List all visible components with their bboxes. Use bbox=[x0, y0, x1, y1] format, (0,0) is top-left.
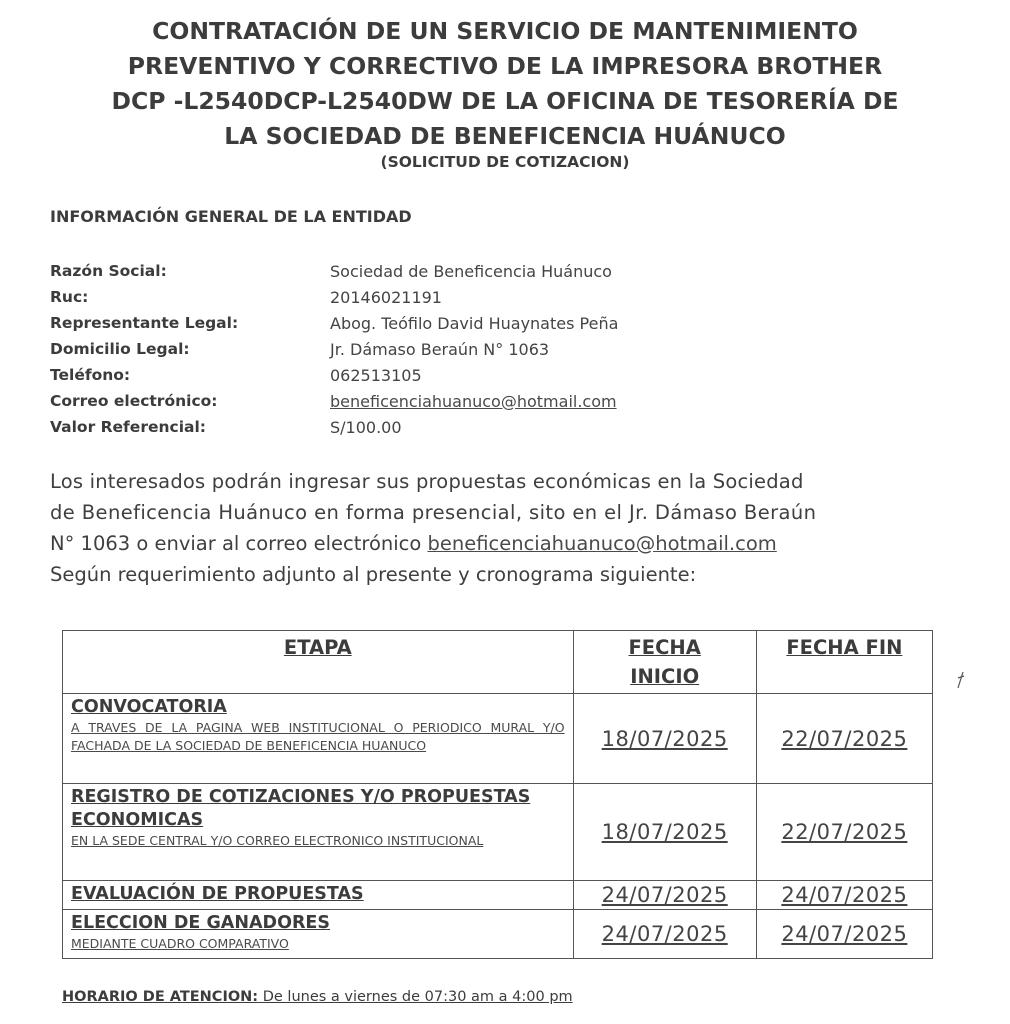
info-row-ruc bbox=[50, 284, 618, 310]
info-row-correo bbox=[50, 388, 618, 414]
title-line-2: PREVENTIVO Y CORRECTIVO DE LA IMPRESORA BROTHER bbox=[127, 52, 883, 80]
info-row-telefono bbox=[50, 362, 618, 388]
stage-description: EN LA SEDE CENTRAL Y/O CORREO ELECTRONICO INSTITUCIONAL bbox=[71, 833, 484, 848]
end-date-cell: 24/07/2025 bbox=[756, 910, 932, 959]
header-fecha-inicio-line-2: INICIO bbox=[630, 665, 700, 688]
table-row bbox=[63, 694, 933, 784]
header-fecha-inicio-line-1: FECHA bbox=[628, 636, 701, 659]
info-label: Razón Social: bbox=[50, 262, 167, 280]
paragraph-line-4: Según requerimiento adjunto al presente y cronograma siguiente: bbox=[50, 563, 697, 586]
document-subtitle: (SOLICITUD DE COTIZACION) bbox=[380, 153, 630, 171]
office-hours-label: HORARIO DE ATENCION: bbox=[62, 989, 259, 1005]
office-hours-text: De lunes a viernes de 07:30 am a 4:00 pm bbox=[258, 989, 573, 1005]
info-value: 062513105 bbox=[330, 365, 422, 385]
paragraph-line-2: de Beneficencia Huánuco en forma presencial, sito en el Jr. Dámaso Beraún bbox=[50, 501, 817, 524]
office-hours bbox=[62, 989, 573, 1005]
start-date-cell: 18/07/2025 bbox=[573, 694, 756, 784]
info-label: Teléfono: bbox=[50, 366, 131, 384]
title-line-4: LA SOCIEDAD DE BENEFICENCIA HUÁNUCO bbox=[224, 122, 786, 150]
start-date-cell: 24/07/2025 bbox=[573, 881, 756, 910]
info-label: Valor Referencial: bbox=[50, 418, 206, 436]
end-date-cell: 22/07/2025 bbox=[756, 694, 932, 784]
paragraph-line-3 bbox=[50, 528, 900, 559]
info-value: Abog. Teófilo David Huaynates Peña bbox=[330, 313, 619, 333]
info-label: Ruc: bbox=[50, 288, 89, 306]
instructions-paragraph bbox=[50, 466, 900, 590]
info-row-representante bbox=[50, 310, 618, 336]
pen-stroke-mark bbox=[954, 670, 966, 692]
table-row bbox=[63, 910, 933, 959]
stage-name: ELECCION DE GANADORES bbox=[71, 913, 330, 933]
stage-name: EVALUACIÓN DE PROPUESTAS bbox=[71, 884, 364, 904]
info-value: S/100.00 bbox=[330, 417, 402, 437]
entity-info-list bbox=[50, 258, 618, 440]
info-value: Jr. Dámaso Beraún N° 1063 bbox=[330, 339, 550, 359]
stage-name: CONVOCATORIA bbox=[71, 697, 227, 717]
info-row-domicilio bbox=[50, 336, 618, 362]
header-fecha-inicio bbox=[573, 631, 756, 694]
info-value: Sociedad de Beneficencia Huánuco bbox=[330, 261, 612, 281]
table-row bbox=[63, 784, 933, 881]
stage-description: MEDIANTE CUADRO COMPARATIVO bbox=[71, 936, 289, 951]
info-label: Correo electrónico: bbox=[50, 392, 218, 410]
info-row-razon-social bbox=[50, 258, 618, 284]
stage-cell bbox=[63, 881, 574, 910]
paragraph-email-link[interactable]: beneficenciahuanuco@hotmail.com bbox=[427, 532, 777, 555]
info-label: Representante Legal: bbox=[50, 314, 239, 332]
stage-name-line-1: REGISTRO DE COTIZACIONES Y/O PROPUESTAS bbox=[71, 787, 531, 807]
stage-name-line-2: ECONOMICAS bbox=[71, 810, 204, 830]
section-heading-general-info: INFORMACIÓN GENERAL DE LA ENTIDAD bbox=[50, 207, 412, 226]
info-row-valor-referencial bbox=[50, 414, 618, 440]
stage-cell bbox=[63, 910, 574, 959]
end-date-cell: 24/07/2025 bbox=[756, 881, 932, 910]
email-link[interactable]: beneficenciahuanuco@hotmail.com bbox=[330, 391, 617, 411]
start-date-cell: 24/07/2025 bbox=[573, 910, 756, 959]
end-date-cell: 22/07/2025 bbox=[756, 784, 932, 881]
paragraph-line-3-text: N° 1063 o enviar al correo electrónico bbox=[50, 532, 428, 555]
schedule-table bbox=[62, 630, 933, 959]
info-value: 20146021191 bbox=[330, 287, 442, 307]
table-header-row bbox=[63, 631, 933, 694]
header-etapa: ETAPA bbox=[63, 631, 574, 694]
header-fecha-fin: FECHA FIN bbox=[756, 631, 932, 694]
document-title bbox=[40, 14, 970, 154]
stage-cell bbox=[63, 784, 574, 881]
paragraph-line-1: Los interesados podrán ingresar sus propuestas económicas en la Sociedad bbox=[50, 470, 804, 493]
table-row bbox=[63, 881, 933, 910]
stage-description: A TRAVES DE LA PAGINA WEB INSTITUCIONAL O PERIODICO MURAL Y/O FACHADA DE LA SOCIEDAD DE BENEFICENCIA HUANUCO bbox=[71, 720, 565, 753]
stage-cell bbox=[63, 694, 574, 784]
start-date-cell: 18/07/2025 bbox=[573, 784, 756, 881]
title-line-3: DCP -L2540DCP-L2540DW DE LA OFICINA DE TESORERÍA DE bbox=[111, 87, 899, 115]
info-label: Domicilio Legal: bbox=[50, 340, 190, 358]
title-line-1: CONTRATACIÓN DE UN SERVICIO DE MANTENIMIENTO bbox=[152, 17, 858, 45]
